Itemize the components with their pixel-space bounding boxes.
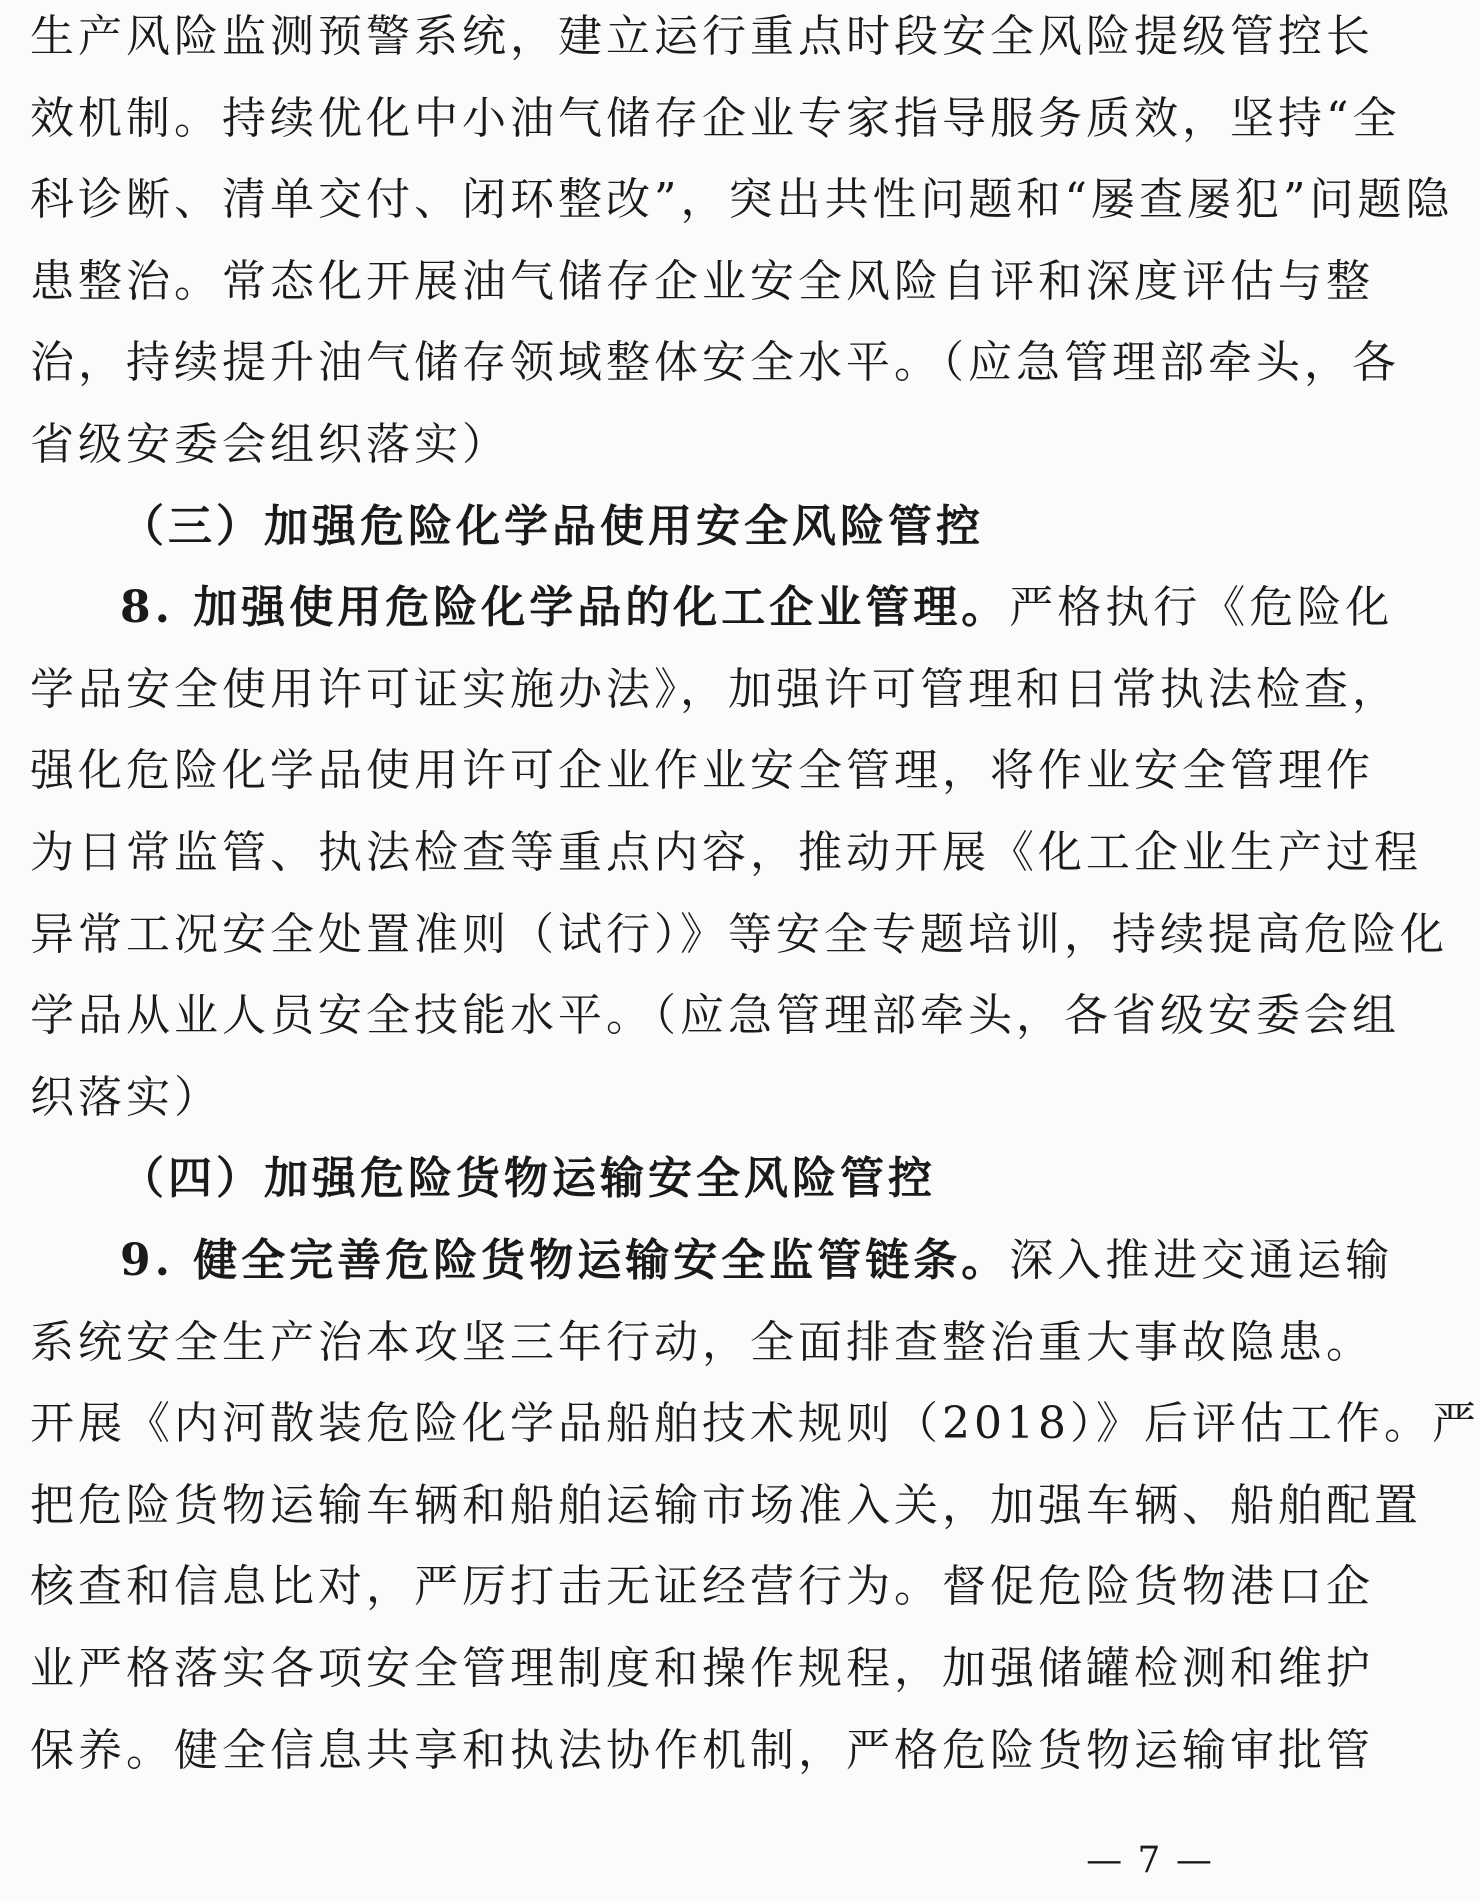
body-line: 核查和信息比对，严厉打击无证经营行为。督促危险货物港口企	[30, 1561, 1374, 1612]
body-line: 强化危险化学品使用许可企业作业安全管理，将作业安全管理作	[30, 745, 1374, 796]
body-line: 省级安委会组织落实）	[30, 419, 510, 470]
body-line: 学品安全使用许可证实施办法》，加强许可管理和日常执法检查，	[30, 664, 1400, 715]
body-line: 业严格落实各项安全管理制度和操作规程，加强储罐检测和维护	[30, 1643, 1374, 1694]
body-line: 科诊断、清单交付、闭环整改”，突出共性问题和“屡查屡犯”问题隐	[30, 174, 1454, 225]
page-number: — 7 —	[1086, 1840, 1214, 1881]
body-line: 把危险货物运输车辆和船舶运输市场准入关，加强车辆、船舶配置	[30, 1480, 1422, 1531]
body-line: 织落实）	[30, 1072, 222, 1123]
body-line: 患整治。常态化开展油气储存企业安全风险自评和深度评估与整	[30, 256, 1374, 307]
item-9-first-line: 9. 健全完善危险货物运输安全监管链条。深入推进交通运输	[120, 1235, 1394, 1286]
body-line: 异常工况安全处置准则（试行）》等安全专题培训，持续提高危险化	[30, 909, 1448, 960]
item-8-lead: 8. 加强使用危险化学品的化工企业管理。	[120, 582, 1010, 633]
body-line: 保养。健全信息共享和执法协作机制，严格危险货物运输审批管	[30, 1725, 1374, 1776]
body-line: 效机制。持续优化中小油气储存企业专家指导服务质效，坚持“全	[30, 93, 1401, 144]
body-line: 学品从业人员安全技能水平。（应急管理部牵头，各省级安委会组	[30, 990, 1400, 1041]
body-line: 生产风险监测预警系统，建立运行重点时段安全风险提级管控长	[30, 11, 1374, 62]
section-heading-3: （三）加强危险化学品使用安全风险管控	[120, 501, 984, 552]
item-8-first-line: 8. 加强使用危险化学品的化工企业管理。严格执行《危险化	[120, 582, 1394, 633]
item-9-lead: 9. 健全完善危险货物运输安全监管链条。	[120, 1235, 1010, 1286]
body-line: 开展《内河散装危险化学品船舶技术规则（2018）》后评估工作。严	[30, 1398, 1480, 1449]
body-line: 为日常监管、执法检查等重点内容，推动开展《化工企业生产过程	[30, 827, 1422, 878]
section-heading-4: （四）加强危险货物运输安全风险管控	[120, 1153, 936, 1204]
body-line: 治，持续提升油气储存领域整体安全水平。（应急管理部牵头，各	[30, 337, 1400, 388]
body-line: 系统安全生产治本攻坚三年行动，全面排查整治重大事故隐患。	[30, 1317, 1374, 1368]
